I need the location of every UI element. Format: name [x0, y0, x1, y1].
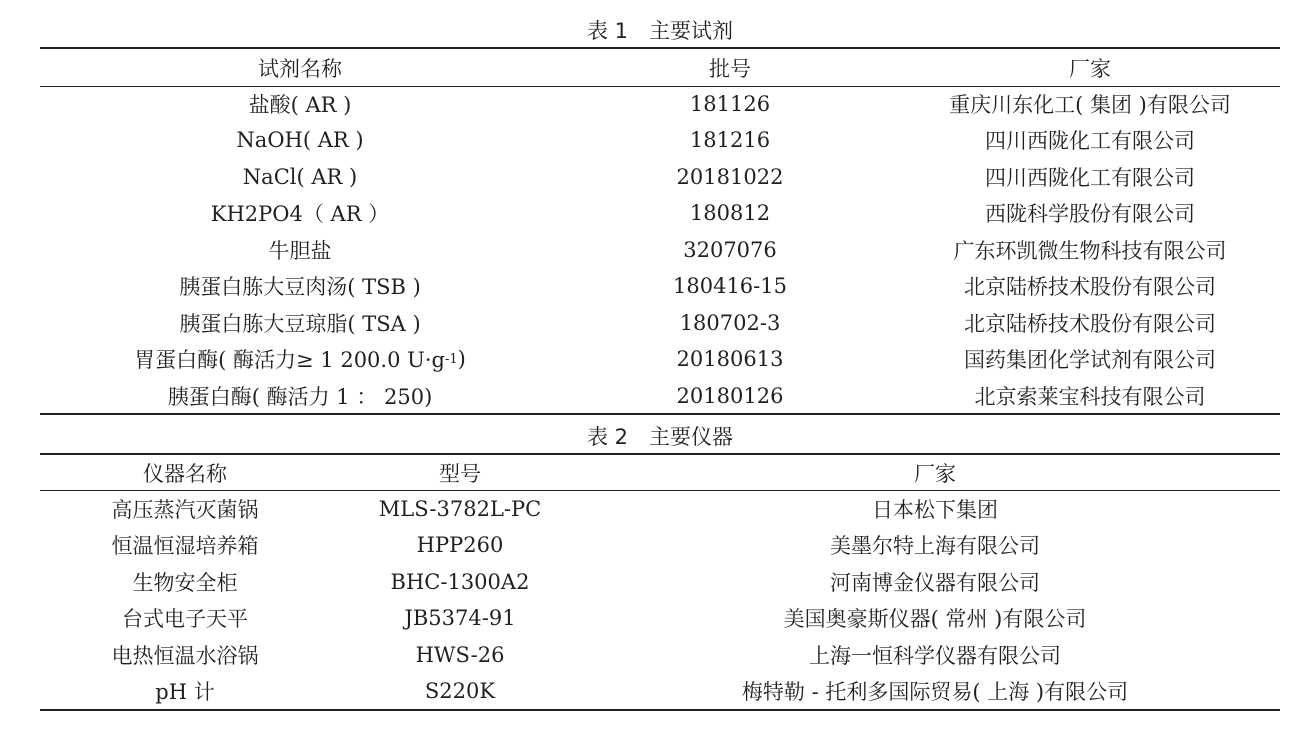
table-row: [40, 122, 1280, 158]
table-cell: NaCl( AR ): [242, 165, 358, 189]
table-cell: 重庆川东化工( 集团 )有限公司: [949, 93, 1231, 117]
table-cell: 上海一恒科学仪器有限公司: [809, 644, 1061, 668]
table-cell: 180702-3: [679, 311, 781, 335]
table1-header-reagent-name: 试剂名称: [258, 57, 342, 81]
table-cell: 河南博金仪器有限公司: [830, 571, 1040, 595]
table-row: [40, 637, 1280, 673]
table-cell: 盐酸( AR ): [248, 93, 352, 117]
table-row: [40, 159, 1280, 195]
unit-exponent: -1: [444, 351, 458, 367]
table-cell: 生物安全柜: [132, 571, 238, 595]
table-cell: 181216: [689, 128, 771, 152]
table-row: [40, 527, 1280, 563]
table2-header-instrument-name: 仪器名称: [143, 462, 227, 486]
table1-top-rule: [40, 47, 1280, 49]
table-cell: 西陇科学股份有限公司: [985, 202, 1195, 226]
table-row: [40, 305, 1280, 341]
table-cell: 20181022: [676, 165, 784, 189]
table-cell: 胰蛋白酶( 酶活力 1 ： 250): [167, 385, 433, 409]
table-cell: 牛胆盐: [268, 239, 332, 263]
table-row: [40, 673, 1280, 709]
table-cell: 四川西陇化工有限公司: [985, 129, 1195, 153]
pepsin-name-text: 胃蛋白酶( 酶活力≥ 1 200.0 U·g: [134, 348, 445, 372]
pepsin-close-paren: ): [457, 347, 466, 371]
table2-header-manufacturer: 厂家: [914, 462, 956, 486]
table-row: [40, 378, 1280, 414]
table-cell: 台式电子天平: [122, 607, 248, 631]
table-row: [40, 232, 1280, 268]
table1-header-batch: 批号: [709, 57, 751, 81]
table-cell: 电热恒温水浴锅: [111, 644, 259, 668]
table-cell: 180416-15: [673, 274, 787, 298]
table-cell: 20180126: [676, 384, 784, 408]
table-cell: JB5374-91: [404, 606, 516, 630]
table2-bottom-rule: [40, 709, 1280, 711]
table1-header-manufacturer: 厂家: [1069, 57, 1111, 81]
table-cell: 日本松下集团: [872, 498, 998, 522]
table-cell: 180812: [689, 201, 771, 225]
table-cell: 3207076: [683, 238, 777, 262]
table-row: [40, 195, 1280, 231]
table-row: [40, 268, 1280, 304]
table-cell: 181126: [689, 92, 771, 116]
table-cell: BHC-1300A2: [390, 570, 530, 594]
table-row: [40, 86, 1280, 122]
table-row: [40, 491, 1280, 527]
table-row: [40, 564, 1280, 600]
table-cell: [40, 341, 560, 377]
table-cell: 北京索莱宝科技有限公司: [974, 385, 1206, 409]
table2-header-model: 型号: [439, 462, 481, 486]
table-cell: 胰蛋白胨大豆肉汤( TSB ): [179, 275, 421, 299]
table-cell: 梅特勒 - 托利多国际贸易( 上海 )有限公司: [741, 680, 1129, 704]
table1-caption: 表 1 主要试剂: [586, 19, 734, 43]
table-cell: 恒温恒湿培养箱: [111, 534, 259, 558]
table-cell: 四川西陇化工有限公司: [985, 166, 1195, 190]
table-cell: 美墨尔特上海有限公司: [830, 534, 1040, 558]
table2-header-row: [40, 455, 1280, 491]
table-cell: NaOH( AR ): [236, 128, 364, 152]
table-cell: MLS-3782L-PC: [378, 497, 542, 521]
table1-bottom-rule: [40, 413, 1280, 415]
table-cell: pH 计: [155, 680, 215, 704]
table-cell: 国药集团化学试剂有限公司: [964, 348, 1216, 372]
table-cell: 胰蛋白胨大豆琼脂( TSA ): [179, 312, 421, 336]
table-cell: HPP260: [416, 533, 504, 557]
table-cell: 北京陆桥技术股份有限公司: [964, 312, 1216, 336]
table-cell: 高压蒸汽灭菌锅: [111, 498, 259, 522]
table-cell: S220K: [424, 679, 496, 703]
table-cell: HWS-26: [415, 643, 505, 667]
table-cell: 北京陆桥技术股份有限公司: [964, 275, 1216, 299]
table2-caption: 表 2 主要仪器: [586, 425, 734, 449]
table-row: [40, 341, 1280, 377]
table-cell: 广东环凯微生物科技有限公司: [953, 239, 1227, 263]
table-cell: KH2PO4（ AR ）: [210, 202, 390, 226]
table-cell: 20180613: [676, 347, 784, 371]
table1-header-row: [40, 50, 1280, 86]
table-cell: 美国奥豪斯仪器( 常州 )有限公司: [783, 607, 1087, 631]
table-row: [40, 600, 1280, 636]
